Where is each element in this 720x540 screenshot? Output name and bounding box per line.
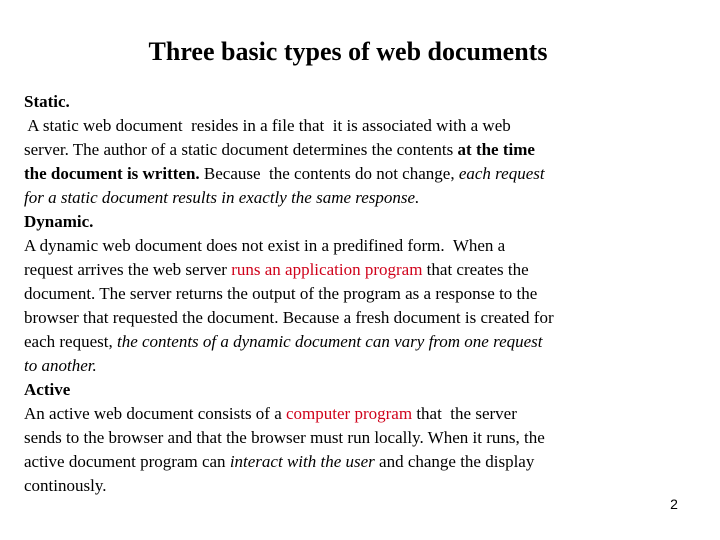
static-italic-request: each request: [458, 164, 545, 183]
dynamic-line-4: browser that requested the document. Because a fresh document is created for: [24, 308, 554, 327]
dynamic-text-5a: each request,: [24, 332, 117, 351]
static-line-2: [24, 138, 664, 162]
active-italic-interact: interact with the user: [229, 452, 375, 471]
active-text-3a: active document program can: [24, 452, 230, 471]
dynamic-line-3: document. The server returns the output of the program as a response to the: [24, 284, 538, 303]
dynamic-text-2c: that creates the: [422, 260, 529, 279]
dynamic-line-2: [24, 258, 664, 282]
dynamic-text-1: A dynamic web document does not exist in a predifined form. When a: [24, 236, 506, 255]
active-highlight-program: computer program: [286, 404, 413, 423]
active-line-1: [24, 402, 664, 426]
static-text-2a: server. The author of a static document determines the contents: [24, 140, 458, 159]
dynamic-line-6: to another.: [24, 356, 97, 375]
static-text-3b: Because the contents do not change,: [199, 164, 459, 183]
dynamic-highlight-program: runs an application program: [231, 260, 423, 279]
active-heading: Active: [24, 380, 71, 399]
static-line-3: [24, 162, 664, 186]
dynamic-line-1: [24, 234, 664, 258]
static-line-1: [24, 114, 664, 138]
active-text-1c: that the server: [412, 404, 517, 423]
slide-body: [24, 90, 664, 498]
dynamic-text-2a: request arrives the web server: [24, 260, 232, 279]
dynamic-italic-vary: the contents of a dynamic document can vary from one request: [116, 332, 543, 351]
active-line-4: continously.: [24, 476, 107, 495]
active-text-3c: and change the display: [374, 452, 535, 471]
static-text-1: A static web document resides in a file that it is associated with a web: [24, 116, 511, 135]
dynamic-line-5: [24, 330, 664, 354]
static-emphasis-time: at the time: [457, 140, 535, 159]
active-line-2: sends to the browser and that the browser must run locally. When it runs, the: [24, 428, 545, 447]
static-emphasis-written: the document is written.: [24, 164, 200, 183]
active-text-1a: An active web document consists of a: [24, 404, 287, 423]
slide-title: Three basic types of web documents: [148, 37, 548, 66]
dynamic-heading: Dynamic.: [24, 212, 94, 231]
active-line-3: [24, 450, 664, 474]
static-heading: Static.: [24, 92, 70, 111]
page-number: 2: [670, 496, 678, 512]
static-line-4: for a static document results in exactly the same response.: [24, 188, 420, 207]
